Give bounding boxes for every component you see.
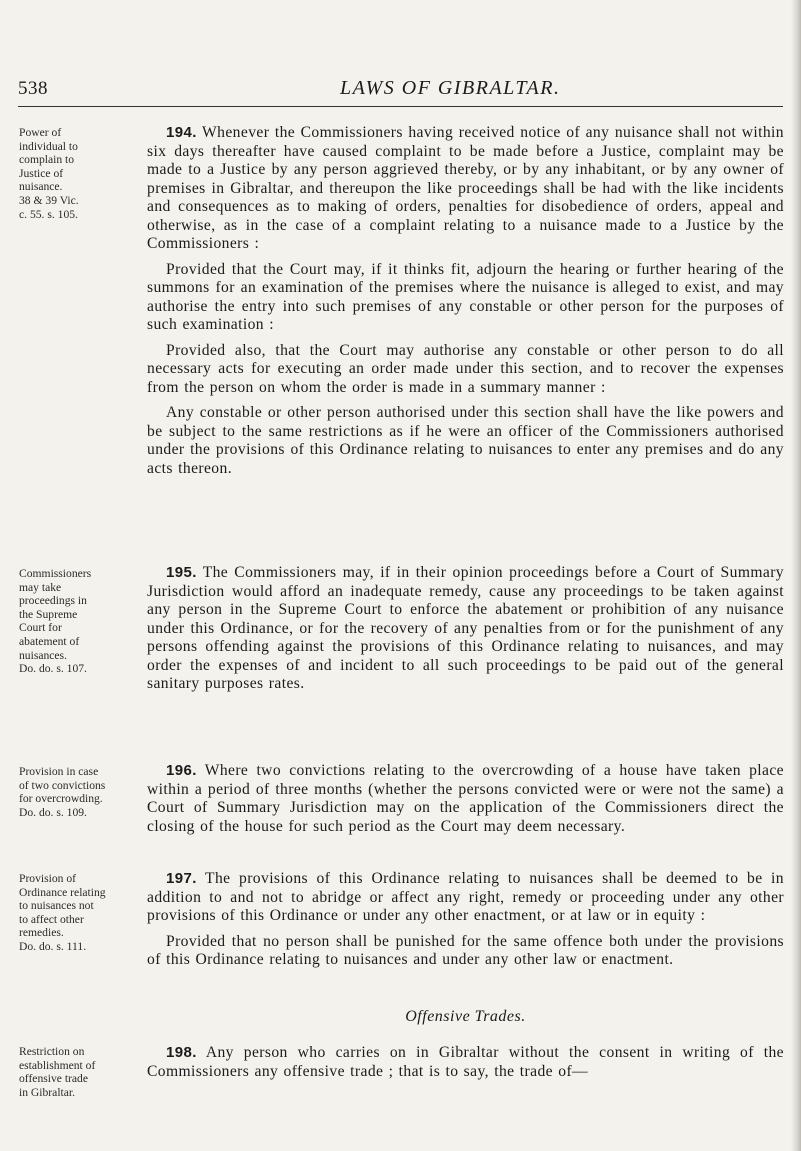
section-194 [147, 124, 784, 478]
section-198 [147, 1044, 784, 1081]
section-194-para-2: Provided that the Court may, if it thinks fit, adjourn the hearing or further hearing of the summons for an examination of the premises where the nuisance is alleged to exist, and may authorise the entry into such premises of any constable or other person for the purposes of such examination : [147, 260, 784, 333]
section-number: 197. [166, 870, 197, 887]
section-194-para-4: Any constable or other person authorised under this section shall have the like powers and be subject to the same restrictions as if he were an officer of the Commissioners authorised under the provisions of this Ordinance relating to nuisances to enter any premises and do any acts thereon. [147, 404, 784, 477]
section-195-para-1: 195. The Commissioners may, if in their opinion proceedings before a Court of Summary Jurisdiction would afford an inadequate remedy, cause any proceedings to be taken against any person in the Supreme Court to enforce the abatement or prohibition of any nuisance under this Ordinance, or for the recovery of any penalties from or for the punishment of any persons offending against the provisions of this Ordinance relating to nuisances, and may order the expenses of and incident to all such proceedings to be paid out of the general sanitary purposes rates. [147, 564, 784, 692]
page-number: 538 [18, 78, 48, 99]
header-rule [18, 106, 783, 107]
margin-note-196: Provision in case of two convictions for overcrowding. Do. do. s. 109. [19, 765, 106, 819]
section-number: 194. [166, 124, 197, 141]
section-196 [147, 762, 784, 836]
section-194-para-1: 194. Whenever the Commissioners having received notice of any nuisance shall not within six days thereafter have caused complaint to be made before a Justice, complaint may be made to a Justice by any person aggrieved thereby, or by any inhabitant, or by any owner of premises in Gibraltar, and thereupon the like proceedings shall be had with the like incidents and consequences as to making of orders, penalties for disobedience of orders, appeal and otherwise, as in the case of a complaint relating to a nuisance made to a Justice by the Commissioners : [147, 124, 784, 252]
page-edge-shadow [791, 0, 801, 1151]
margin-note-197: Provision of Ordinance relating to nuisances not to affect other remedies. Do. do. s. 111. [19, 872, 106, 953]
subheading-offensive-trades: Offensive Trades. [405, 1008, 526, 1025]
section-196-para-1: 196. Where two convictions relating to the overcrowding of a house have taken place within a period of three months (whether the persons convicted were or were not the same) a Court of Summary Jurisdiction may on the application of the Commissioners direct the closing of the house for such period as the Court may deem necessary. [147, 762, 784, 835]
running-head: LAWS OF GIBRALTAR. [340, 77, 561, 99]
margin-note-194: Power of individual to complain to Justice of nuisance. 38 & 39 Vic. c. 55. s. 105. [19, 126, 79, 221]
section-number: 195. [166, 564, 197, 581]
section-number: 196. [166, 762, 197, 779]
section-194-para-3: Provided also, that the Court may authorise any constable or other person to do all necessary acts for executing an order made under this section, and to recover the expenses from the person on whom the order is made in a summary manner : [147, 341, 784, 396]
section-198-para-1: 198. Any person who carries on in Gibraltar without the consent in writing of the Commissioners any offensive trade ; that is to say, the trade of— [147, 1044, 784, 1080]
margin-note-195: Commissioners may take proceedings in the Supreme Court for abatement of nuisances. Do. do. s. 107. [19, 567, 92, 676]
section-197-para-1: 197. The provisions of this Ordinance relating to nuisances shall be deemed to be in addition to and not to abridge or affect any right, remedy or proceeding under any other provisions of this Ordinance or under any other enactment, or at law or in equity : [147, 870, 784, 924]
section-number: 198. [166, 1044, 197, 1061]
section-195 [147, 564, 784, 694]
section-197-para-2: Provided that no person shall be punished for the same offence both under the provisions of this Ordinance relating to nuisances and under any other law or enactment. [147, 932, 784, 968]
margin-note-198: Restriction on establishment of offensive trade in Gibraltar. [19, 1045, 96, 1099]
section-197 [147, 870, 784, 970]
